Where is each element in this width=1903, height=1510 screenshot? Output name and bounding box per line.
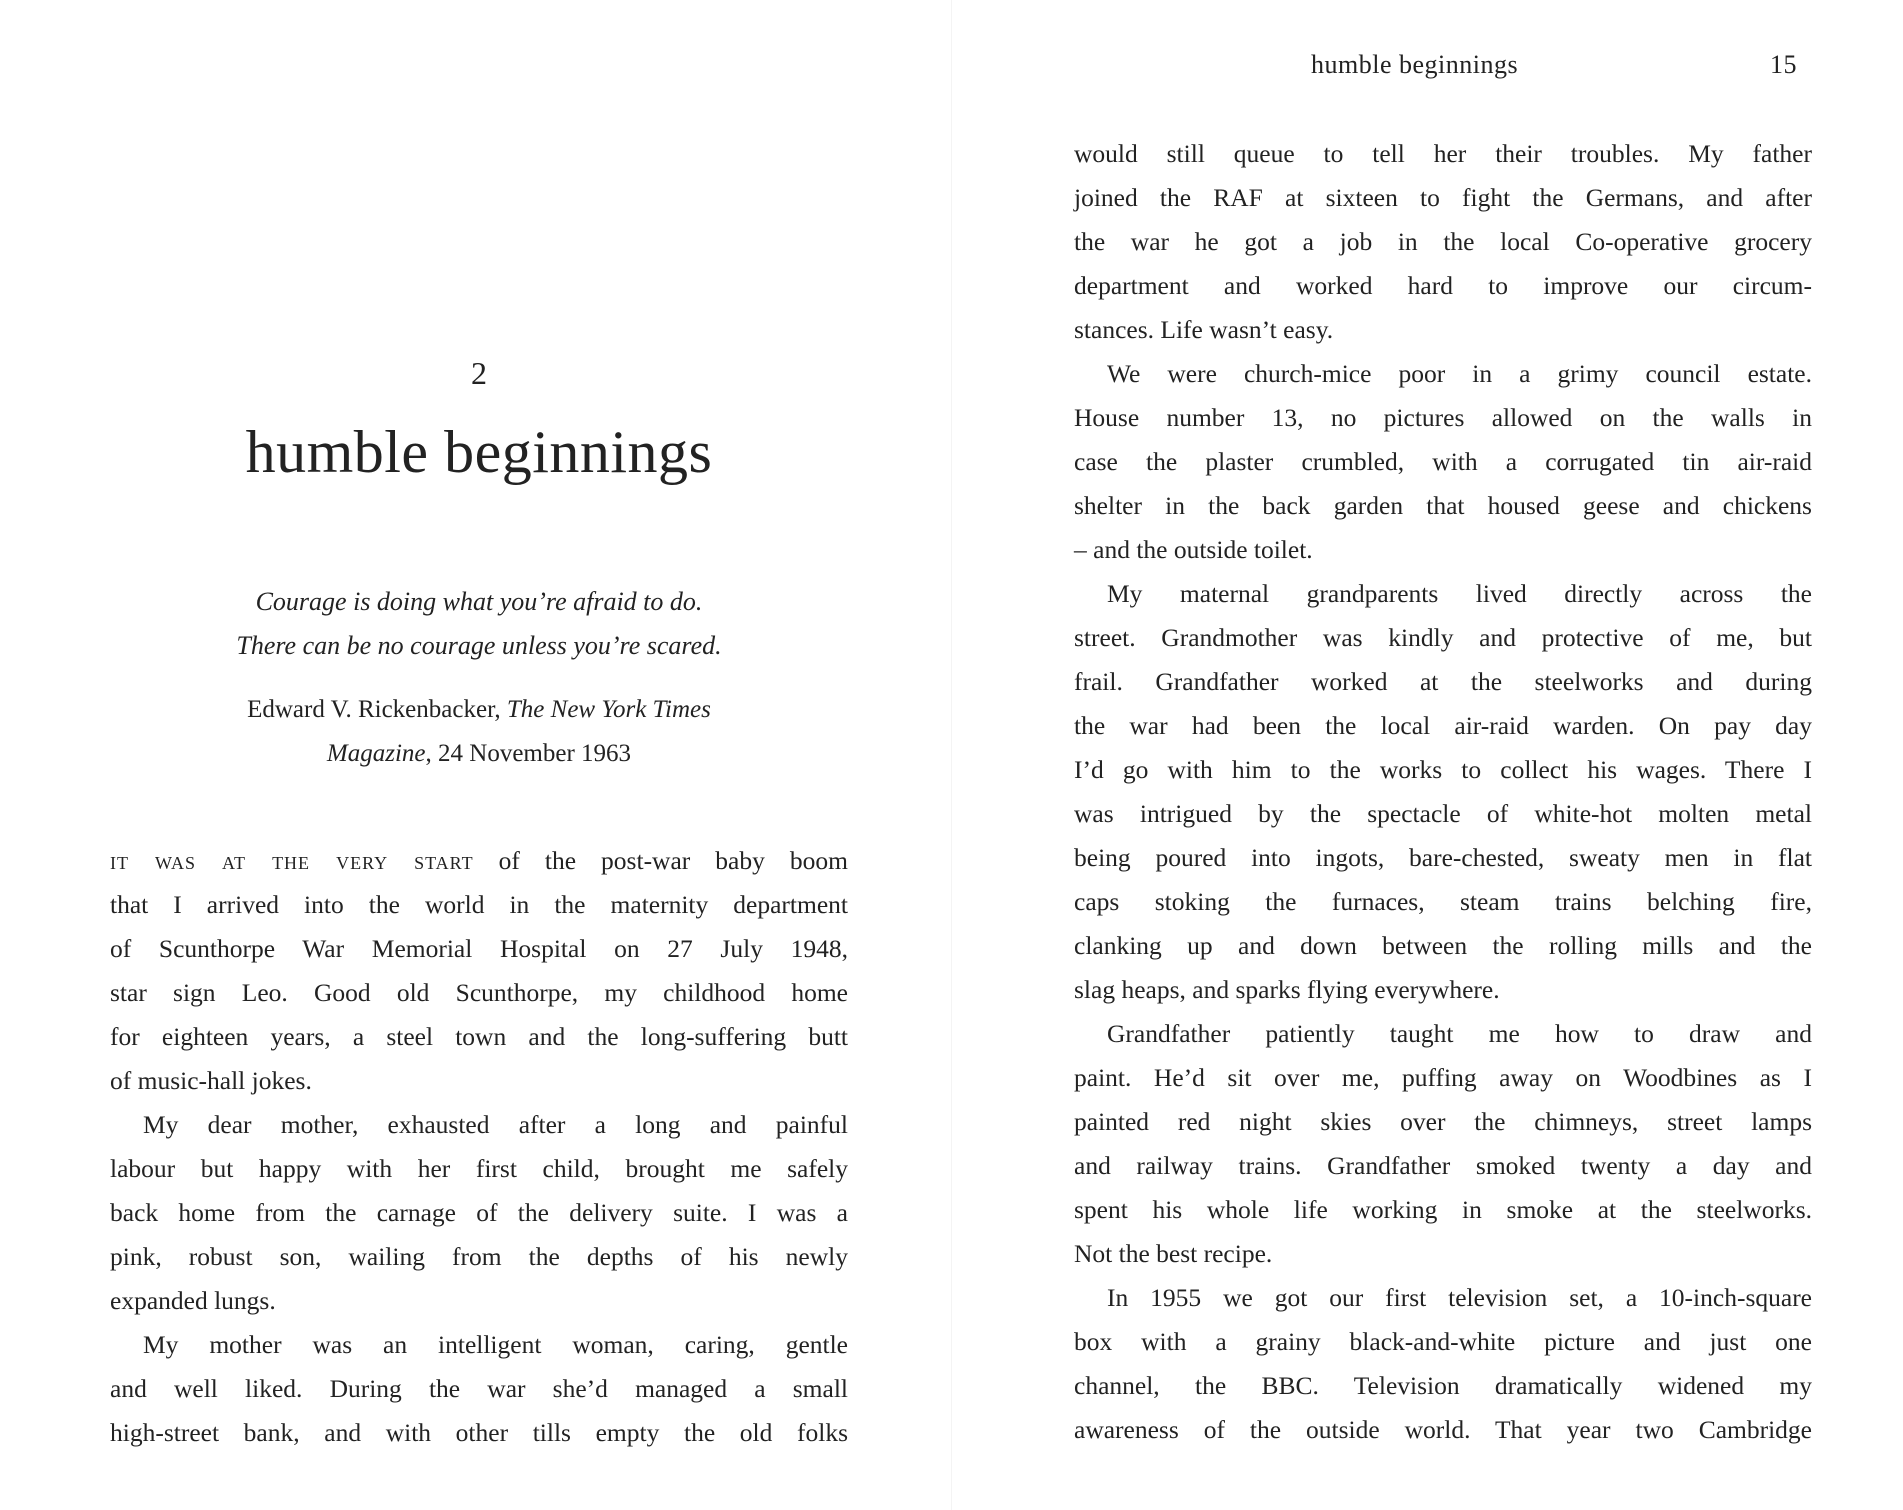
body-line: caps stoking the furnaces, steam trains belching fire, [1074, 887, 1812, 916]
chapter-number: 2 [471, 355, 487, 391]
body-line: department and worked hard to improve our circum- [1074, 271, 1812, 300]
attribution-author: Edward V. Rickenbacker, [247, 696, 507, 723]
body-line: labour but happy with her first child, brought me safely [110, 1154, 848, 1183]
body-line: the war had been the local air-raid warden. On pay day [1074, 711, 1812, 740]
body-line: stances. Life wasn’t easy. [1074, 315, 1334, 344]
body-line: shelter in the back garden that housed geese and chickens [1074, 491, 1812, 520]
running-head: humble beginnings [1311, 50, 1519, 79]
chapter-title: humble beginnings [245, 419, 713, 485]
opening-smallcaps: it was at the very start [110, 846, 474, 875]
body-line: My maternal grandparents lived directly across the [1107, 579, 1812, 608]
body-line: House number 13, no pictures allowed on the walls in [1074, 403, 1812, 432]
epigraph-line: There can be no courage unless you’re scared. [236, 631, 722, 660]
body-line: and well liked. During the war she’d managed a small [110, 1374, 848, 1403]
body-line: of music-hall jokes. [110, 1066, 312, 1095]
body-line: and railway trains. Grandfather smoked twenty a day and [1074, 1151, 1812, 1180]
body-line: frail. Grandfather worked at the steelworks and during [1074, 667, 1812, 696]
body-line: star sign Leo. Good old Scunthorpe, my childhood home [110, 978, 848, 1007]
body-line: would still queue to tell her their troubles. My father [1074, 139, 1812, 168]
attribution-publication: The New York Times [506, 696, 711, 723]
body-line: – and the outside toilet. [1074, 535, 1313, 564]
body-line: for eighteen years, a steel town and the long-suffering butt [110, 1022, 848, 1051]
body-line: My mother was an intelligent woman, caring, gentle [143, 1330, 848, 1359]
body-line: painted red night skies over the chimneys, street lamps [1074, 1107, 1812, 1136]
attribution-date: , 24 November 1963 [425, 740, 632, 767]
body-line: Not the best recipe. [1074, 1239, 1273, 1268]
body-line: was intrigued by the spectacle of white-hot molten metal [1074, 799, 1812, 828]
body-line: slag heaps, and sparks flying everywhere. [1074, 975, 1500, 1004]
body-line: paint. He’d sit over me, puffing away on Woodbines as I [1074, 1063, 1812, 1092]
body-line: channel, the BBC. Television dramatically widened my [1074, 1371, 1812, 1400]
body-line: spent his whole life working in smoke at the steelworks. [1074, 1195, 1812, 1224]
left-body-text [110, 839, 848, 1455]
body-line: being poured into ingots, bare-chested, sweaty men in flat [1074, 843, 1812, 872]
body-line: In 1955 we got our first television set, a 10-inch-square [1107, 1283, 1812, 1312]
body-line: Grandfather patiently taught me how to draw and [1107, 1019, 1812, 1048]
body-line: We were church-mice poor in a grimy council estate. [1107, 359, 1812, 388]
body-line: box with a grainy black-and-white picture and just one [1074, 1327, 1812, 1356]
body-line: that I arrived into the world in the maternity department [110, 890, 848, 919]
page-number: 15 [1770, 50, 1797, 79]
page-gutter [951, 0, 952, 1510]
body-line: I’d go with him to the works to collect his wages. There I [1074, 755, 1812, 784]
body-line-opening [110, 839, 848, 883]
body-line: the war he got a job in the local Co-operative grocery [1074, 227, 1812, 256]
attribution-publication-cont: Magazine [326, 740, 426, 767]
body-line: pink, robust son, wailing from the depths of his newly [110, 1242, 848, 1271]
body-line: of Scunthorpe War Memorial Hospital on 27 July 1948, [110, 934, 848, 963]
body-line: clanking up and down between the rolling mills and the [1074, 931, 1812, 960]
epigraph-quote [110, 580, 848, 668]
body-line: expanded lungs. [110, 1286, 276, 1315]
body-line: high-street bank, and with other tills empty the old folks [110, 1418, 848, 1447]
body-line: street. Grandmother was kindly and protective of me, but [1074, 623, 1812, 652]
body-line: joined the RAF at sixteen to fight the Germans, and after [1074, 183, 1812, 212]
right-body-text [1074, 132, 1812, 1452]
epigraph-line: Courage is doing what you’re afraid to do. [255, 587, 703, 616]
body-line: awareness of the outside world. That year two Cambridge [1074, 1415, 1812, 1444]
opening-rest: of the post-war baby boom [473, 846, 848, 875]
body-line: back home from the carnage of the delivery suite. I was a [110, 1198, 848, 1227]
body-line: My dear mother, exhausted after a long and painful [143, 1110, 848, 1139]
epigraph-attribution [110, 688, 848, 776]
body-line: case the plaster crumbled, with a corrugated tin air-raid [1074, 447, 1812, 476]
